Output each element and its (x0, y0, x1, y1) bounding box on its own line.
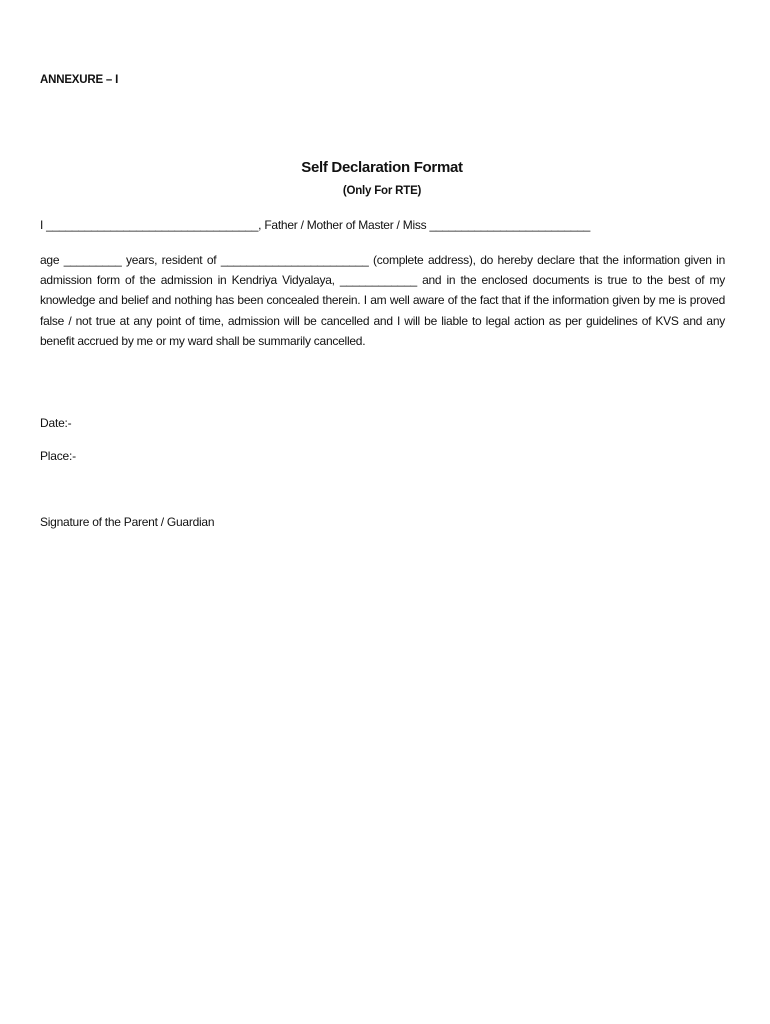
place-label: Place:- (40, 449, 76, 463)
date-label: Date:- (40, 416, 72, 430)
document-subtitle: (Only For RTE) (342, 185, 422, 197)
document-title: Self Declaration Format (301, 159, 463, 176)
annexure-heading: ANNEXURE – I (40, 74, 119, 86)
signature-label: Signature of the Parent / Guardian (40, 515, 215, 529)
declaration-line: I _________________________________, Father / Mother of Master / Miss _________________________ (40, 218, 591, 232)
declaration-body: age _________ years, resident of _______________________ (complete address), do hereby declare that the information given in admission form of the admission in Kendriya Vidyalaya, ____________ and in the enclosed documents is true to the best of my knowledge and belief and nothing has been concealed therein. I am well aware of the fact that if the information given by me is proved false / not true at any point of time, admission will be cancelled and I will be liable to legal action as per guidelines of KVS and any benefit accrued by me or my ward shall be summarily cancelled. (40, 253, 725, 348)
